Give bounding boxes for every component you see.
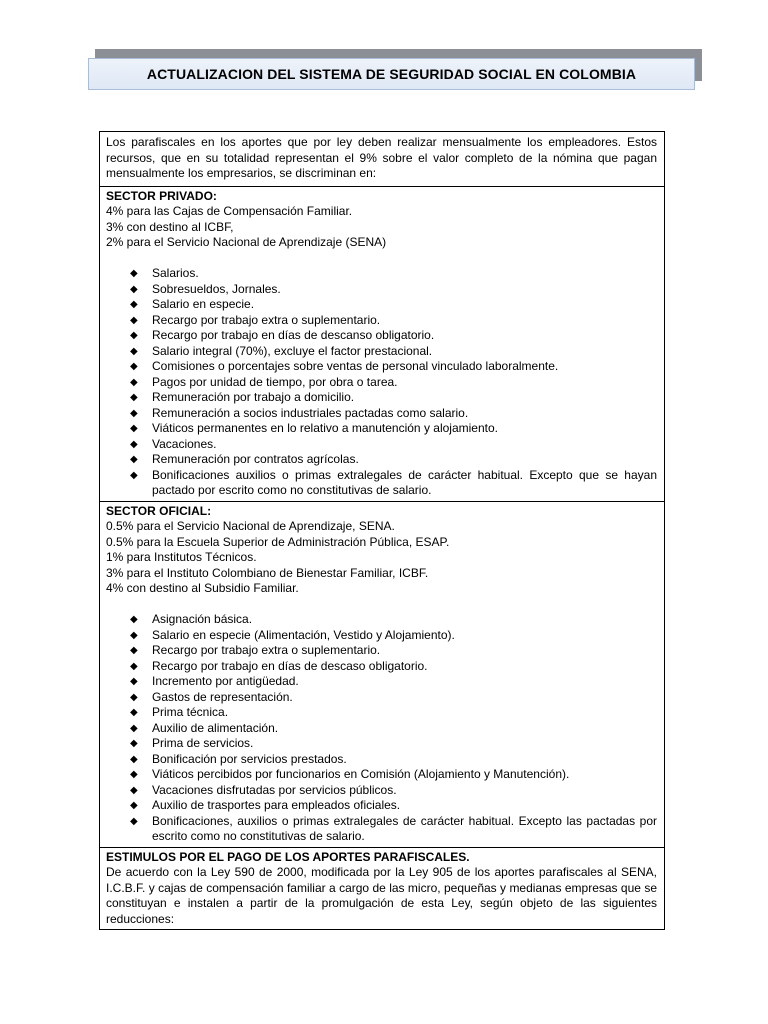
intro-cell xyxy=(100,132,665,187)
contributions-table xyxy=(99,131,665,930)
diamond-bullet-icon: ◆ xyxy=(130,815,138,827)
diamond-bullet-icon: ◆ xyxy=(130,800,138,811)
incentives-heading: ESTIMULOS POR EL PAGO DE LOS APORTES PARAFISCALES. xyxy=(106,849,470,864)
list-item-text: Auxilio de trasportes para empleados oficiales. xyxy=(152,798,401,812)
private-rate-line: 2% para el Servicio Nacional de Aprendizaje (SENA) xyxy=(106,235,387,249)
list-item-text: Vacaciones disfrutadas por servicios públicos. xyxy=(152,782,397,797)
diamond-bullet-icon: ◆ xyxy=(130,614,138,625)
official-rate-line: 3% para el Instituto Colombiano de Bienestar Familiar, ICBF. xyxy=(106,565,429,580)
list-item xyxy=(106,690,657,706)
diamond-bullet-icon: ◆ xyxy=(130,361,138,372)
list-item-text: Bonificaciones, auxilios o primas extralegales de carácter habitual. Excepto las pactadas por escrito como no constitutivas de salario. xyxy=(152,813,657,843)
diamond-bullet-icon: ◆ xyxy=(130,691,138,703)
official-rate-line: 1% para Institutos Técnicos. xyxy=(106,550,257,564)
list-item-text: Remuneración por trabajo a domicilio. xyxy=(152,390,355,404)
list-item-text: Auxilio de alimentación. xyxy=(152,720,279,735)
list-item-text: Salario integral (70%), excluye el factor prestacional. xyxy=(152,343,433,358)
private-sector-row xyxy=(100,186,665,501)
diamond-bullet-icon: ◆ xyxy=(130,469,138,481)
diamond-bullet-icon: ◆ xyxy=(130,345,138,357)
list-item xyxy=(106,783,657,799)
official-rate-line: 0.5% para la Escuela Superior de Administración Pública, ESAP. xyxy=(106,534,450,549)
list-item xyxy=(106,421,657,437)
spacer xyxy=(106,251,657,267)
list-item xyxy=(106,406,657,422)
diamond-bullet-icon: ◆ xyxy=(130,753,138,765)
diamond-bullet-icon: ◆ xyxy=(130,376,138,388)
private-rate-line: 3% con destino al ICBF, xyxy=(106,219,234,234)
list-item xyxy=(106,297,657,313)
title-banner xyxy=(88,58,695,90)
list-item-text: Recargo por trabajo en días de descanso obligatorio. xyxy=(152,328,435,342)
list-item xyxy=(106,468,657,499)
official-rate-line: 0.5% para el Servicio Nacional de Aprendizaje, SENA. xyxy=(106,519,395,533)
diamond-bullet-icon: ◆ xyxy=(130,438,138,450)
private-rate-line: 4% para las Cajas de Compensación Familiar. xyxy=(106,204,353,218)
list-item xyxy=(106,612,657,628)
list-item-text: Asignación básica. xyxy=(152,612,253,626)
diamond-bullet-icon: ◆ xyxy=(130,629,138,641)
list-item-text: Viáticos permanentes en lo relativo a manutención y alojamiento. xyxy=(152,421,498,435)
official-sector-rates xyxy=(106,519,657,597)
diamond-bullet-icon: ◆ xyxy=(130,645,138,656)
list-item xyxy=(106,643,657,659)
spacer xyxy=(106,597,657,613)
intro-text: Los parafiscales en los aportes que por ley deben realizar mensualmente los empleadores. Estos recursos, que en su totalidad representan el 9% sobre el valor completo de la nómina que pagan mensualmente los empresarios, se discriminan en: xyxy=(106,135,657,180)
list-item xyxy=(106,344,657,360)
list-item-text: Pagos por unidad de tiempo, por obra o tarea. xyxy=(152,374,398,389)
list-item-text: Recargo por trabajo extra o suplementario. xyxy=(152,312,381,327)
diamond-bullet-icon: ◆ xyxy=(130,722,138,734)
list-item xyxy=(106,437,657,453)
list-item xyxy=(106,282,657,298)
incentives-row xyxy=(100,847,665,930)
official-sector-row xyxy=(100,501,665,847)
list-item-text: Bonificaciones auxilios o primas extralegales de carácter habitual. Excepto que se hayan pactado por escrito como no constitutivas de salario. xyxy=(152,467,657,497)
incentives-cell xyxy=(100,847,665,930)
private-sector-rates xyxy=(106,204,657,251)
list-item-text: Incremento por antigüedad. xyxy=(152,674,299,688)
diamond-bullet-icon: ◆ xyxy=(130,283,138,295)
document-title: ACTUALIZACION DEL SISTEMA DE SEGURIDAD SOCIAL EN COLOMBIA xyxy=(146,66,637,82)
incentives-text: De acuerdo con la Ley 590 de 2000, modificada por la Ley 905 de los aportes parafiscales al SENA, I.C.B.F. y cajas de compensación familiar a cargo de las micro, pequeñas y medianas empresas que se constituyan e instalen a partir de la promulgación de esta Ley, según objeto de las siguientes reducciones: xyxy=(106,865,657,926)
diamond-bullet-icon: ◆ xyxy=(130,407,138,419)
list-item-text: Comisiones o porcentajes sobre ventas de personal vinculado laboralmente. xyxy=(152,359,559,373)
diamond-bullet-icon: ◆ xyxy=(130,454,138,465)
diamond-bullet-icon: ◆ xyxy=(130,330,138,341)
official-sector-heading: SECTOR OFICIAL: xyxy=(106,503,212,518)
list-item xyxy=(106,628,657,644)
official-sector-cell xyxy=(100,501,665,847)
diamond-bullet-icon: ◆ xyxy=(130,784,138,796)
list-item xyxy=(106,798,657,814)
diamond-bullet-icon: ◆ xyxy=(130,392,138,403)
list-item xyxy=(106,266,657,282)
diamond-bullet-icon: ◆ xyxy=(130,738,138,749)
diamond-bullet-icon: ◆ xyxy=(130,423,138,434)
list-item xyxy=(106,313,657,329)
diamond-bullet-icon: ◆ xyxy=(130,268,138,279)
list-item xyxy=(106,375,657,391)
list-item-text: Remuneración por contratos agrícolas. xyxy=(152,452,359,466)
list-item-text: Remuneración a socios industriales pactadas como salario. xyxy=(152,405,469,420)
list-item xyxy=(106,721,657,737)
list-item-text: Salarios. xyxy=(152,266,199,280)
diamond-bullet-icon: ◆ xyxy=(130,769,138,780)
list-item-text: Prima de servicios. xyxy=(152,736,254,750)
diamond-bullet-icon: ◆ xyxy=(130,314,138,326)
list-item xyxy=(106,452,657,468)
list-item-text: Recargo por trabajo en días de descaso obligatorio. xyxy=(152,658,428,673)
list-item xyxy=(106,814,657,845)
list-item xyxy=(106,359,657,375)
official-sector-list xyxy=(106,612,657,845)
list-item xyxy=(106,736,657,752)
list-item-text: Bonificación por servicios prestados. xyxy=(152,751,347,766)
list-item-text: Salario en especie. xyxy=(152,297,255,311)
list-item-text: Salario en especie (Alimentación, Vestido y Alojamiento). xyxy=(152,627,455,642)
intro-row xyxy=(100,132,665,187)
private-sector-heading: SECTOR PRIVADO: xyxy=(106,188,217,203)
list-item-text: Gastos de representación. xyxy=(152,689,293,704)
private-sector-list xyxy=(106,266,657,499)
official-rate-line: 4% con destino al Subsidio Familiar. xyxy=(106,581,299,595)
list-item xyxy=(106,767,657,783)
diamond-bullet-icon: ◆ xyxy=(130,660,138,672)
list-item xyxy=(106,674,657,690)
list-item xyxy=(106,752,657,768)
list-item xyxy=(106,390,657,406)
list-item-text: Sobresueldos, Jornales. xyxy=(152,281,281,296)
list-item xyxy=(106,659,657,675)
list-item-text: Prima técnica. xyxy=(152,705,229,719)
diamond-bullet-icon: ◆ xyxy=(130,299,138,310)
diamond-bullet-icon: ◆ xyxy=(130,707,138,718)
private-sector-cell xyxy=(100,186,665,501)
list-item-text: Recargo por trabajo extra o suplementario. xyxy=(152,643,381,657)
diamond-bullet-icon: ◆ xyxy=(130,676,138,687)
list-item-text: Viáticos percibidos por funcionarios en Comisión (Alojamiento y Manutención). xyxy=(152,767,570,781)
list-item-text: Vacaciones. xyxy=(152,436,217,451)
list-item xyxy=(106,705,657,721)
list-item xyxy=(106,328,657,344)
